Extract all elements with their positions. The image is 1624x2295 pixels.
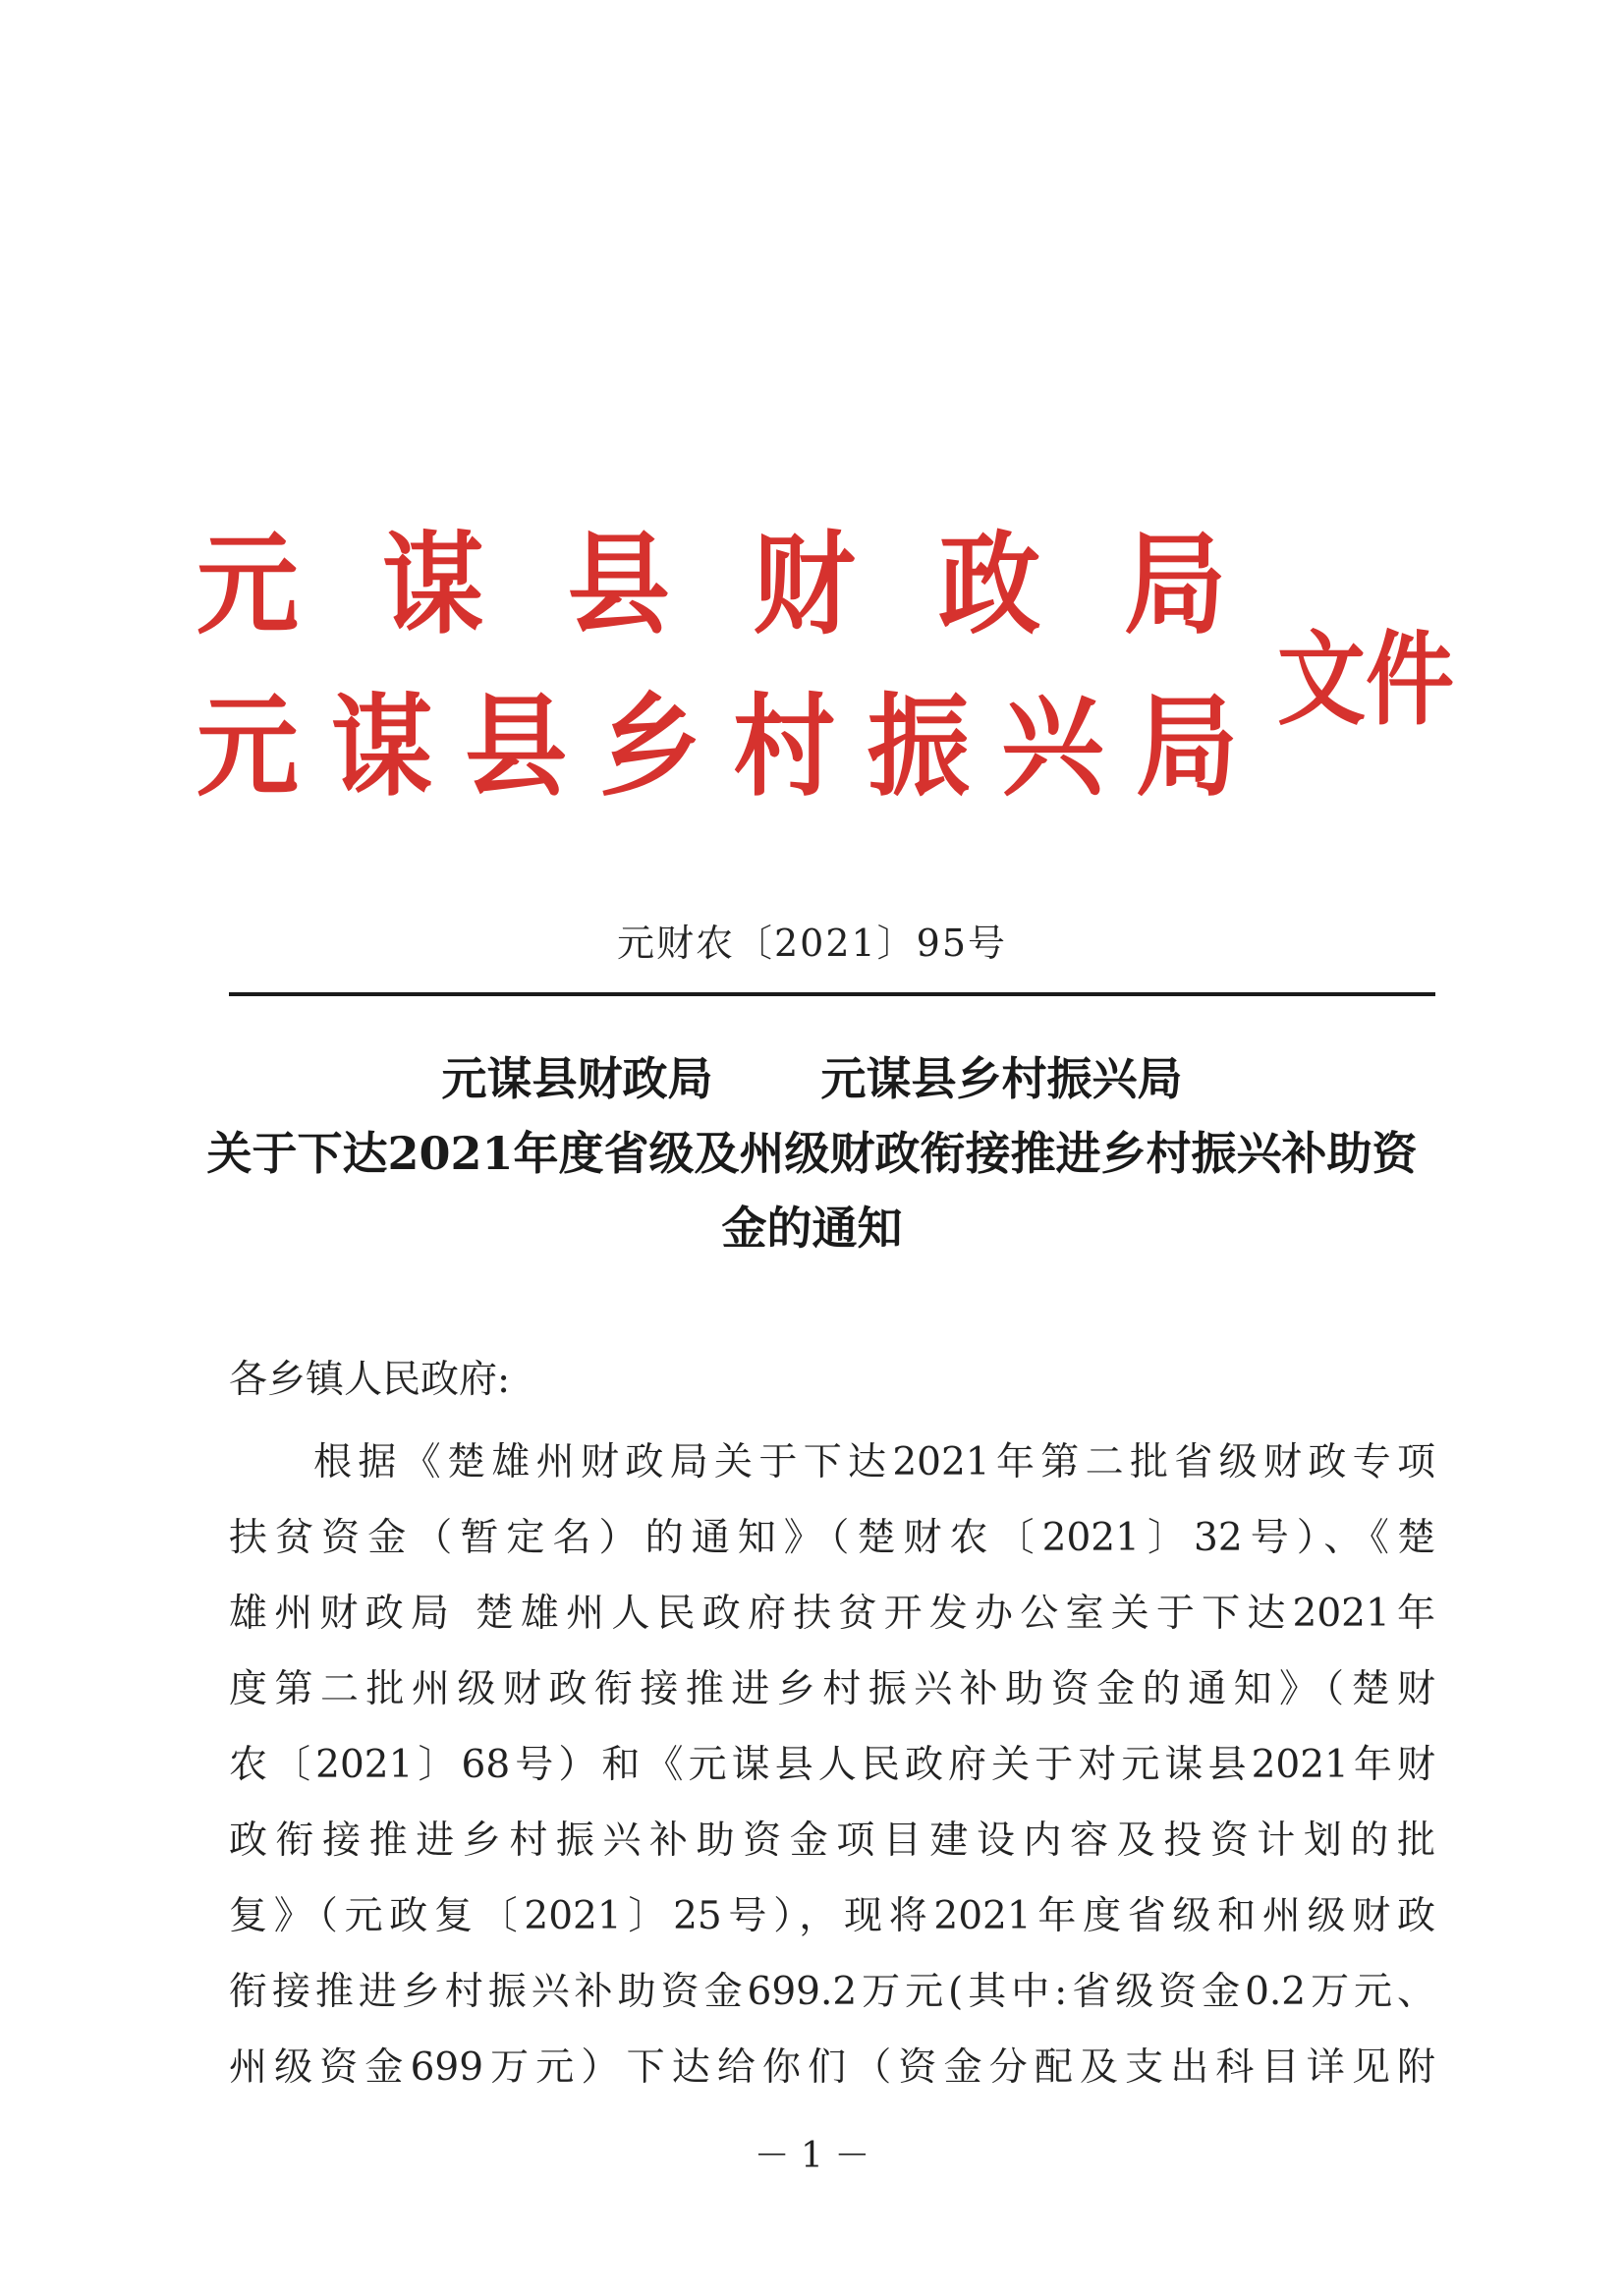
- body-line: 扶贫资金（暂定名）的通知》（楚财农〔2021〕32号）、《楚: [229, 1516, 1435, 1560]
- title-line-3: 金的通知: [721, 1202, 903, 1255]
- letterhead-char: 村: [733, 682, 836, 812]
- letterhead-char: 振: [867, 682, 970, 812]
- body-line: 度第二批州级财政衔接推进乡村振兴补助资金的通知》（楚财: [229, 1667, 1435, 1711]
- body-line: 州级资金699万元）下达给你们（资金分配及支出科目详见附: [229, 2045, 1435, 2090]
- letterhead-char: 谋: [381, 520, 484, 649]
- title-issuer-finance: 元谋县财政局: [441, 1052, 713, 1105]
- letterhead-char: 元: [196, 520, 300, 649]
- body-paragraph: [229, 1425, 1435, 2105]
- letterhead-char: 县: [465, 682, 568, 812]
- body-line: 政衔接推进乡村振兴补助资金项目建设内容及投资计划的批: [229, 1819, 1435, 1863]
- letterhead-line-1: [196, 520, 1226, 649]
- page-number: － 1 －: [754, 2136, 870, 2176]
- body-line: 农〔2021〕68号）和《元谋县人民政府关于对元谋县2021年财: [229, 1743, 1435, 1787]
- letterhead-char: 局: [1135, 682, 1238, 812]
- letterhead-char: 兴: [1001, 682, 1104, 812]
- letterhead-char: 财: [753, 520, 856, 649]
- document-title: [196, 1041, 1428, 1265]
- header-rule: [229, 992, 1435, 996]
- body-line: 根据《楚雄州财政局关于下达2021年第二批省级财政专项: [313, 1440, 1435, 1484]
- letterhead-char: 局: [1123, 520, 1226, 649]
- body-line: 复》（元政复〔2021〕25号），现将2021年度省级和州级财政: [229, 1894, 1435, 1938]
- letterhead-char: 政: [938, 520, 1041, 649]
- letterhead-char: 县: [567, 520, 670, 649]
- title-issuers: [196, 1041, 1428, 1116]
- title-line-2: 关于下达2021年度省级及州级财政衔接推进乡村振兴补助资: [206, 1127, 1418, 1180]
- salutation: 各乡镇人民政府:: [229, 1358, 511, 1402]
- letterhead-char: 乡: [598, 682, 701, 812]
- document-number: 元财农〔2021〕95号: [616, 922, 1008, 965]
- letterhead-char: 谋: [330, 682, 433, 812]
- letterhead-suffix: 文件: [1277, 621, 1454, 740]
- title-issuer-rural: 元谋县乡村振兴局: [820, 1052, 1183, 1105]
- body-line: 衔接推进乡村振兴补助资金699.2万元(其中:省级资金0.2万元、: [229, 1970, 1435, 2014]
- body-line: 雄州财政局 楚雄州人民政府扶贫开发办公室关于下达2021年: [229, 1592, 1435, 1636]
- letterhead-line-2: [196, 682, 1238, 812]
- letterhead-char: 元: [196, 682, 300, 812]
